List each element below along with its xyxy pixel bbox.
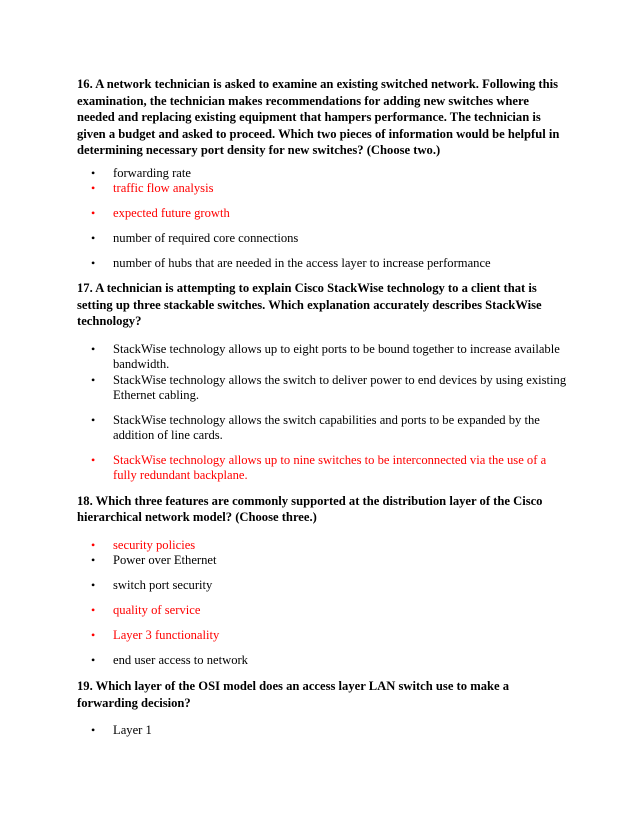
answer-item — [77, 413, 567, 444]
bullet-icon: • — [91, 412, 96, 427]
answer-item — [77, 231, 567, 247]
answer-item — [77, 373, 567, 404]
bullet-icon: • — [91, 723, 96, 738]
answer-item — [77, 553, 567, 569]
bullet-icon: • — [91, 165, 96, 180]
answer-text: forwarding rate — [113, 165, 191, 180]
answer-item — [77, 342, 567, 373]
answer-text: Power over Ethernet — [113, 553, 217, 568]
answer-text: expected future growth — [113, 206, 230, 221]
bullet-icon: • — [91, 452, 96, 467]
answer-text: end user access to network — [113, 653, 248, 668]
bullet-icon: • — [91, 181, 96, 196]
bullet-icon: • — [91, 653, 96, 668]
bullet-icon: • — [91, 231, 96, 246]
bullet-icon: • — [91, 578, 96, 593]
answer-item-correct — [77, 538, 567, 554]
answer-text: StackWise technology allows the switch to deliver power to end devices by using existing Ethernet cabling. — [113, 372, 567, 403]
question-text: 16. A network technician is asked to examine an existing switched network. Following this examination, the technician makes recommendations for adding new switches where needed and replacing existing equipment that hampers performance. The technician is given a budget and asked to proceed. Which two pieces of information would be helpful in determining necessary port density for new switches? (Choose two.) — [77, 77, 560, 158]
answer-list — [77, 166, 567, 272]
answer-item — [77, 166, 567, 182]
bullet-icon: • — [91, 537, 96, 552]
answer-list — [77, 342, 567, 484]
bullet-icon: • — [91, 628, 96, 643]
question-text: 18. Which three features are commonly supported at the distribution layer of the Cisco hierarchical network model? (Choose three.) — [77, 493, 543, 525]
answer-text: Layer 3 functionality — [113, 628, 220, 643]
bullet-icon: • — [91, 372, 96, 387]
answer-item-correct — [77, 453, 567, 484]
answer-item-correct — [77, 603, 567, 619]
bullet-icon: • — [91, 341, 96, 356]
answer-text: Layer 1 — [113, 723, 152, 738]
question-text: 19. Which layer of the OSI model does an access layer LAN switch use to make a forwarding decision? — [77, 678, 510, 710]
answer-text: StackWise technology allows the switch capabilities and ports to be expanded by the addition of line cards. — [113, 412, 540, 443]
question-16 — [77, 76, 567, 272]
answer-text: number of hubs that are needed in the access layer to increase performance — [113, 256, 491, 271]
bullet-icon: • — [91, 206, 96, 221]
answer-text: StackWise technology allows up to eight ports to be bound together to increase available bandwidth. — [113, 341, 560, 372]
question-17 — [77, 280, 567, 484]
document-page — [77, 76, 567, 739]
question-19 — [77, 678, 567, 739]
answer-list — [77, 538, 567, 669]
bullet-icon: • — [91, 553, 96, 568]
bullet-icon: • — [91, 256, 96, 271]
question-text: 17. A technician is attempting to explain Cisco StackWise technology to a client that is setting up three stackable switches. Which explanation accurately describes StackWise technology? — [77, 280, 542, 329]
answer-item-correct — [77, 206, 567, 222]
answer-list — [77, 723, 567, 739]
answer-item-correct — [77, 628, 567, 644]
answer-item — [77, 256, 567, 272]
answer-text: traffic flow analysis — [113, 181, 214, 196]
answer-text: number of required core connections — [113, 231, 299, 246]
answer-item — [77, 578, 567, 594]
answer-text: quality of service — [113, 603, 201, 618]
answer-text: StackWise technology allows up to nine switches to be interconnected via the use of a fully redundant backplane. — [113, 452, 547, 483]
answer-item — [77, 723, 567, 739]
answer-item — [77, 653, 567, 669]
answer-text: security policies — [113, 537, 196, 552]
bullet-icon: • — [91, 603, 96, 618]
answer-item-correct — [77, 181, 567, 197]
question-18 — [77, 493, 567, 669]
answer-text: switch port security — [113, 578, 213, 593]
